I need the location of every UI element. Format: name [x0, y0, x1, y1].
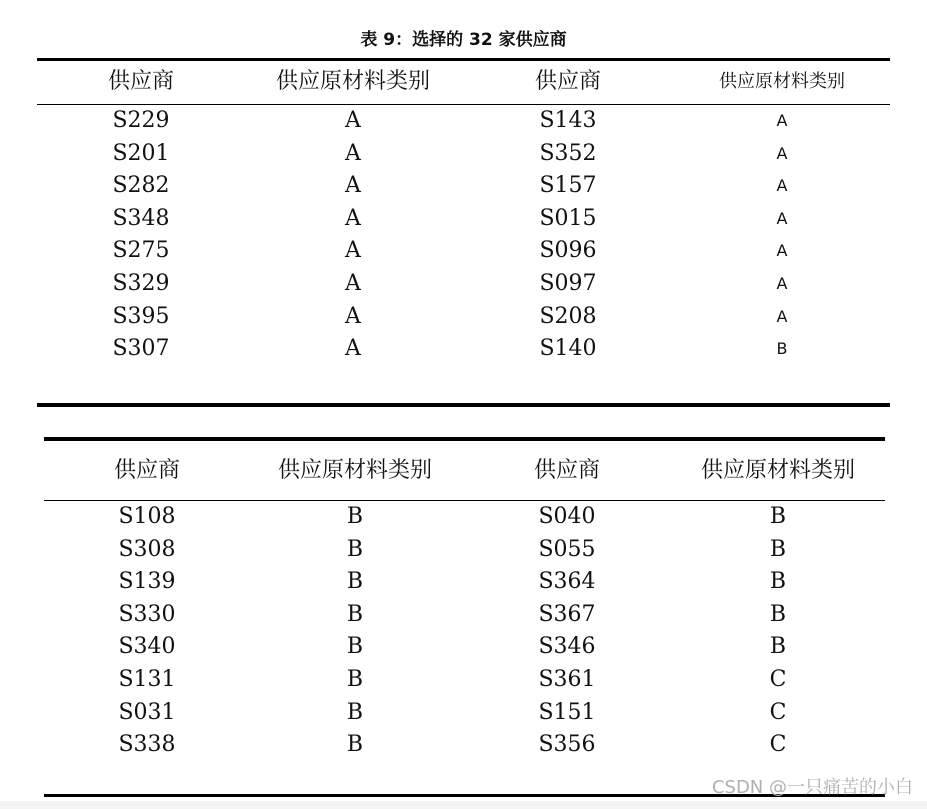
category-cell: B [346, 504, 364, 529]
category-cell: A [345, 303, 361, 329]
category-cell: A [345, 173, 361, 199]
supplier-cell: S364 [538, 569, 596, 595]
supplier-cell: S348 [112, 205, 170, 231]
column-header: 供应原材料类别 [719, 71, 845, 92]
category-cell: A [776, 111, 788, 130]
table-2-header-rule [44, 500, 885, 501]
category-cell: A [345, 108, 361, 133]
column-header: 供应原材料类别 [277, 458, 432, 483]
category-cell: A [345, 238, 361, 264]
supplier-cell: S229 [112, 108, 170, 133]
table-2-top-rule [44, 437, 885, 441]
watermark: CSDN @一只痛苦的小白 [711, 777, 913, 798]
table-caption: 表 9：选择的 32 家供应商 [360, 30, 567, 50]
column-header: 供应商 [533, 458, 600, 483]
category-cell: B [346, 667, 364, 692]
category-cell: B [346, 699, 364, 725]
category-cell: A [345, 205, 361, 231]
supplier-cell: S139 [118, 569, 176, 595]
supplier-cell: S307 [112, 336, 170, 362]
supplier-cell: S055 [538, 536, 596, 562]
supplier-cell: S338 [118, 732, 176, 758]
category-cell: A [776, 176, 788, 196]
supplier-cell: S097 [539, 271, 597, 296]
supplier-cell: S330 [118, 601, 176, 627]
column-header: 供应原材料类别 [275, 69, 430, 94]
category-cell: B [346, 536, 364, 562]
supplier-cell: S131 [118, 667, 176, 692]
supplier-cell: S356 [538, 732, 596, 758]
category-cell: C [769, 667, 787, 692]
supplier-cell: S346 [538, 634, 596, 660]
table-1-top-rule [37, 58, 890, 61]
table-1-bottom-rule [37, 403, 890, 407]
category-cell: A [345, 336, 361, 362]
supplier-cell: S208 [539, 303, 597, 329]
supplier-cell: S340 [118, 634, 176, 660]
supplier-cell: S157 [539, 173, 597, 199]
supplier-cell: S108 [118, 504, 176, 529]
category-cell: C [769, 732, 787, 758]
category-cell: B [769, 569, 787, 595]
category-cell: B [346, 601, 364, 627]
column-header: 供应商 [534, 69, 601, 94]
category-cell: A [776, 208, 788, 228]
supplier-cell: S329 [112, 271, 170, 296]
category-cell: B [769, 634, 787, 660]
category-cell: A [776, 306, 788, 326]
supplier-cell: S275 [112, 238, 170, 264]
category-cell: B [346, 569, 364, 595]
category-cell: C [769, 699, 787, 725]
table-1-header-rule [37, 104, 890, 105]
category-cell: B [346, 634, 364, 660]
category-cell: B [776, 339, 788, 359]
supplier-cell: S015 [539, 205, 597, 231]
supplier-cell: S031 [118, 699, 176, 725]
category-cell: A [345, 140, 361, 166]
supplier-cell: S143 [539, 108, 597, 133]
category-cell: A [776, 274, 788, 293]
supplier-cell: S151 [538, 699, 596, 725]
column-header: 供应商 [113, 458, 180, 483]
page-bottom-strip [0, 801, 927, 809]
supplier-cell: S282 [112, 173, 170, 199]
category-cell: B [769, 504, 787, 529]
category-cell: A [776, 241, 788, 261]
supplier-cell: S096 [539, 238, 597, 264]
category-cell: B [769, 601, 787, 627]
category-cell: B [769, 536, 787, 562]
category-cell: B [346, 732, 364, 758]
category-cell: A [776, 143, 788, 163]
supplier-cell: S308 [118, 536, 176, 562]
supplier-cell: S140 [539, 336, 597, 362]
column-header: 供应原材料类别 [700, 458, 855, 483]
supplier-cell: S201 [112, 140, 170, 166]
column-header: 供应商 [107, 69, 174, 94]
supplier-cell: S040 [538, 504, 596, 529]
supplier-cell: S361 [538, 667, 596, 692]
supplier-cell: S395 [112, 303, 170, 329]
supplier-cell: S367 [538, 601, 596, 627]
category-cell: A [345, 271, 361, 296]
supplier-cell: S352 [539, 140, 597, 166]
